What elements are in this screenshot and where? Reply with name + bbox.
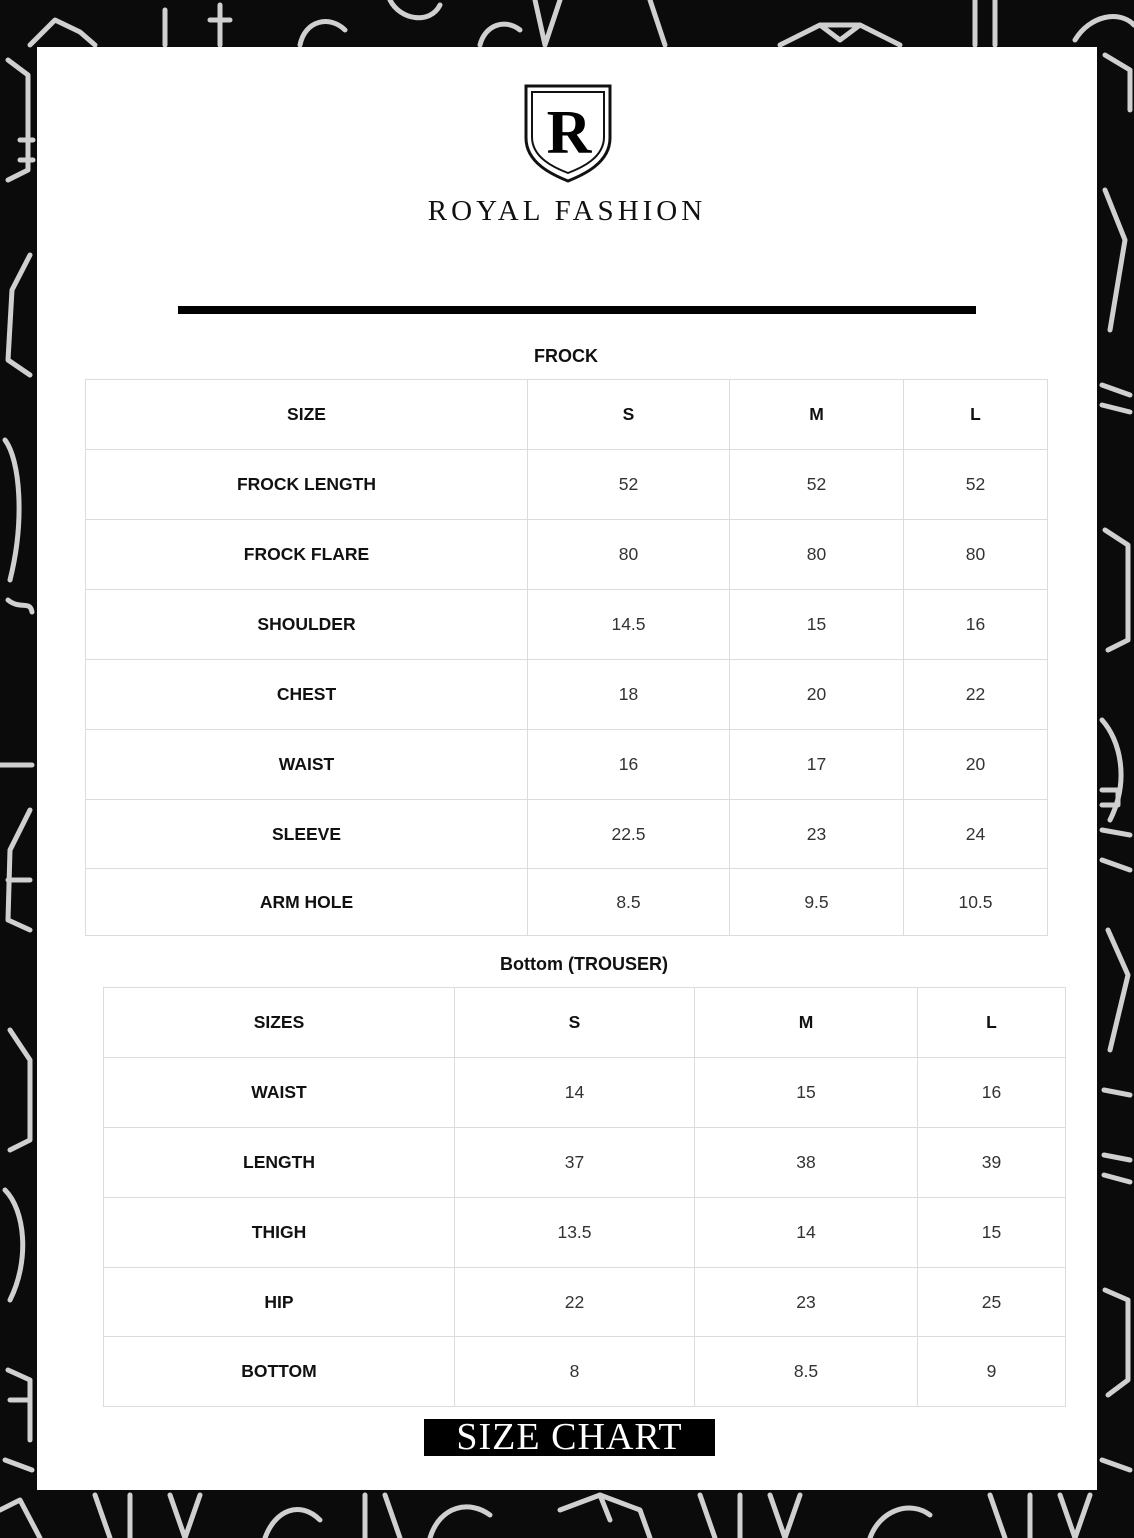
measurement-label: ARM HOLE: [86, 869, 528, 936]
measurement-value: 14: [695, 1198, 918, 1268]
measurement-label: WAIST: [104, 1058, 455, 1128]
table-row: [104, 1337, 1066, 1407]
royal-fashion-logo: [523, 83, 613, 183]
size-chart-sheet: [37, 47, 1097, 1490]
logo-monogram: R: [546, 99, 592, 167]
measurement-label: SLEEVE: [86, 800, 528, 869]
frock-size-table: [85, 379, 1048, 936]
measurement-label: BOTTOM: [104, 1337, 455, 1407]
measurement-value: 8.5: [528, 869, 730, 936]
header-cell: L: [918, 988, 1066, 1058]
measurement-value: 13.5: [455, 1198, 695, 1268]
measurement-value: 22: [455, 1268, 695, 1337]
measurement-value: 52: [730, 450, 904, 520]
size-chart-label: SIZE CHART: [424, 1419, 715, 1456]
measurement-value: 17: [730, 730, 904, 800]
measurement-value: 39: [918, 1128, 1066, 1198]
measurement-value: 80: [528, 520, 730, 590]
brand-name: ROYAL FASHION: [427, 195, 707, 227]
table-row: [86, 730, 1048, 800]
header-cell: M: [730, 380, 904, 450]
measurement-value: 22.5: [528, 800, 730, 869]
measurement-value: 22: [904, 660, 1048, 730]
measurement-value: 80: [730, 520, 904, 590]
measurement-value: 10.5: [904, 869, 1048, 936]
measurement-value: 14.5: [528, 590, 730, 660]
measurement-value: 9: [918, 1337, 1066, 1407]
measurement-value: 25: [918, 1268, 1066, 1337]
measurement-value: 8: [455, 1337, 695, 1407]
measurement-value: 23: [695, 1268, 918, 1337]
measurement-label: FROCK FLARE: [86, 520, 528, 590]
measurement-label: CHEST: [86, 660, 528, 730]
header-cell: L: [904, 380, 1048, 450]
table-row: [104, 1268, 1066, 1337]
table-header-row: [104, 988, 1066, 1058]
measurement-value: 20: [730, 660, 904, 730]
table-row: [86, 520, 1048, 590]
measurement-value: 16: [528, 730, 730, 800]
measurement-value: 23: [730, 800, 904, 869]
table-row: [86, 869, 1048, 936]
bottom-size-table: [103, 987, 1066, 1407]
table-row: [86, 590, 1048, 660]
measurement-value: 16: [918, 1058, 1066, 1128]
table-row: [104, 1058, 1066, 1128]
header-cell: S: [455, 988, 695, 1058]
measurement-label: THIGH: [104, 1198, 455, 1268]
measurement-value: 38: [695, 1128, 918, 1198]
frock-section-title: FROCK: [534, 346, 598, 366]
measurement-label: LENGTH: [104, 1128, 455, 1198]
measurement-value: 18: [528, 660, 730, 730]
header-cell: SIZES: [104, 988, 455, 1058]
measurement-value: 15: [695, 1058, 918, 1128]
table-header-row: [86, 380, 1048, 450]
divider-rule: [178, 306, 976, 314]
table-row: [104, 1198, 1066, 1268]
bottom-section-title: Bottom (TROUSER): [500, 954, 668, 974]
measurement-value: 9.5: [730, 869, 904, 936]
measurement-value: 20: [904, 730, 1048, 800]
table-row: [86, 660, 1048, 730]
measurement-label: WAIST: [86, 730, 528, 800]
measurement-value: 8.5: [695, 1337, 918, 1407]
measurement-value: 15: [730, 590, 904, 660]
measurement-value: 24: [904, 800, 1048, 869]
measurement-label: SHOULDER: [86, 590, 528, 660]
table-row: [104, 1128, 1066, 1198]
header-cell: SIZE: [86, 380, 528, 450]
measurement-value: 16: [904, 590, 1048, 660]
table-row: [86, 450, 1048, 520]
measurement-value: 52: [528, 450, 730, 520]
measurement-label: HIP: [104, 1268, 455, 1337]
measurement-value: 52: [904, 450, 1048, 520]
measurement-value: 14: [455, 1058, 695, 1128]
measurement-label: FROCK LENGTH: [86, 450, 528, 520]
table-row: [86, 800, 1048, 869]
header-cell: S: [528, 380, 730, 450]
measurement-value: 15: [918, 1198, 1066, 1268]
measurement-value: 37: [455, 1128, 695, 1198]
header-cell: M: [695, 988, 918, 1058]
measurement-value: 80: [904, 520, 1048, 590]
